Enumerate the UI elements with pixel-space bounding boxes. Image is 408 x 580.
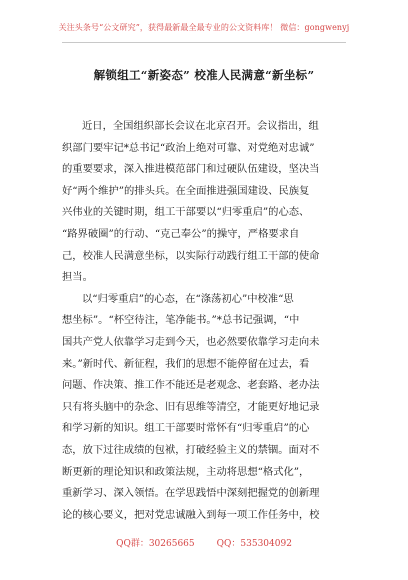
document-body <box>62 116 348 526</box>
body-line: 重新学习、深入领悟。在学思践悟中深刻把握党的创新理 <box>62 487 320 500</box>
body-line: 问题、作决策、推工作不能还是老观念、老套路、老办法 <box>62 379 320 392</box>
body-line: 态，放下过往成绩的包袱，打破经验主义的禁锢。面对不 <box>62 443 320 456</box>
body-line: 兴伟业的关键时期，组工干部要以“归零重启”的心态、 <box>62 206 310 219</box>
body-line: “路界破圈”的行动、“克己奉公”的操守，严格要求自 <box>62 227 300 240</box>
body-line: 只有将头脑中的杂念、旧有思维等清空，才能更好地记录 <box>62 400 320 413</box>
footer-qq-number: QQ：535304092 <box>216 539 292 549</box>
body-line: 论的核心要义，把对党忠诚融入到每一项工作任务中，校 <box>62 508 320 521</box>
body-line: 己，校准人民满意坐标，以实际行动践行组工干部的使命 <box>62 249 320 262</box>
body-line: 和学习新的知识。组工干部要时常怀有“归零重启”的心 <box>62 422 310 435</box>
body-line: 以“归零重启”的心态，在“涤荡初心”中校准“思 <box>82 292 294 305</box>
body-line: 织部门要牢记*总书记“政治上绝对可靠、对党绝对忠诚” <box>62 141 315 154</box>
body-line: 近日，全国组织部长会议在北京召开。会议指出，组 <box>82 120 319 132</box>
body-line: 的重要要求，深入推进模范部门和过硬队伍建设，坚决当 <box>62 163 320 176</box>
footer-qq-group: QQ群：30265665 <box>116 539 195 549</box>
body-line: 担当。 <box>62 271 93 284</box>
header-divider <box>62 42 346 43</box>
body-line: 好“两个维护”的排头兵。在全面推进强国建设、民族复 <box>62 184 310 197</box>
footer-contact <box>0 536 408 549</box>
body-line: 来。”新时代、新征程，我们的思想不能停留在过去，看 <box>62 357 310 370</box>
body-line: 国共产党人依靠学习走到今天，也必然要依靠学习走向未 <box>62 335 320 348</box>
body-line: 想坐标”。“杯空待注，笔净能书。”*总书记强调，“中 <box>62 314 300 327</box>
document-title: 解锁组工“新姿态” 校准人民满意“新坐标” <box>93 68 315 82</box>
body-line: 断更新的理论知识和政策法规，主动将思想“格式化”， <box>62 465 310 478</box>
header-banner: 关注头条号“公文研究”，获得最新最全最专业的公文资料库！ 微信：gongwenyj <box>58 23 350 32</box>
